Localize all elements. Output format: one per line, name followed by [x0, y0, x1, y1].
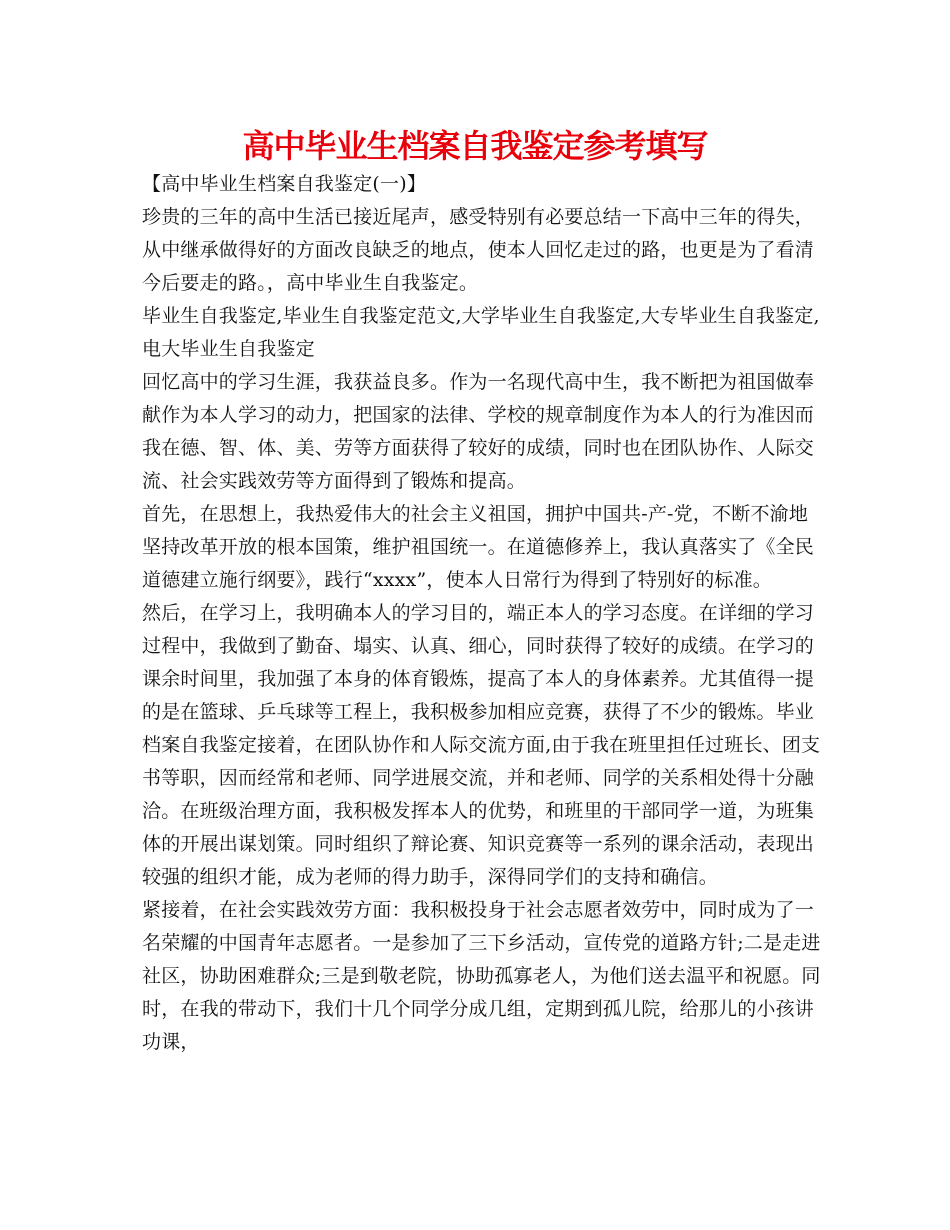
- paragraph: 回忆高中的学习生涯，我获益良多。作为一名现代高中生，我不断把为祖国做奉献作为本人学习的动力，把国家的法律、学校的规章制度作为本人的行为准因而我在德、智、体、美、劳等方面获得了较好的成绩，同时也在团队协作、人际交流、社会实践效劳等方面得到了锻炼和提高。: [142, 371, 815, 492]
- document-title: 高中毕业生档案自我鉴定参考填写: [242, 127, 708, 165]
- paragraph: 毕业生自我鉴定,毕业生自我鉴定范文,大学毕业生自我鉴定,大专毕业生自我鉴定,电大毕业生自我鉴定: [142, 305, 820, 360]
- paragraph: 首先，在思想上，我热爱伟大的社会主义祖国，拥护中国共-产-党，不断不渝地坚持改革开放的根本国策，维护祖国统一。在道德修养上，我认真落实了《全民道德建立施行纲要》，践行“xxxx”，使本人日常行为得到了特别好的标准。: [142, 503, 815, 591]
- paragraph: 然后，在学习上，我明确本人的学习目的，端正本人的学习态度。在详细的学习过程中，我做到了勤奋、塌实、认真、细心，同时获得了较好的成绩。在学习的课余时间里，我加强了本身的体育锻炼，提高了本人的身体素养。尤其值得一提的是在篮球、乒乓球等工程上，我积极参加相应竞赛，获得了不少的锻炼。毕业档案自我鉴定接着，在团队协作和人际交流方面,由于我在班里担任过班长、团支书等职，因而经常和老师、同学进展交流，并和老师、同学的关系相处得十分融洽。在班级治理方面，我积极发挥本人的优势，和班里的干部同学一道，为班集体的开展出谋划策。同时组织了辩论赛、知识竞赛等一系列的课余活动，表现出较强的组织才能，成为老师的得力助手，深得同学们的支持和确信。: [142, 602, 821, 888]
- document-body: [142, 168, 822, 1059]
- document-subtitle: 【高中毕业生档案自我鉴定(一)】: [142, 173, 427, 195]
- paragraph: 珍贵的三年的高中生活已接近尾声，感受特别有必要总结一下高中三年的得失，从中继承做得好的方面改良缺乏的地点，使本人回忆走过的路，也更是为了看清今后要走的路。，高中毕业生自我鉴定。: [142, 206, 815, 294]
- paragraph: 紧接着，在社会实践效劳方面：我积极投身于社会志愿者效劳中，同时成为了一名荣耀的中国青年志愿者。一是参加了三下乡活动，宣传党的道路方针;二是走进社区，协助困难群众;三是到敬老院，协助孤寡老人，为他们送去温平和祝愿。同时，在我的带动下，我们十几个同学分成几组，定期到孤儿院，给那儿的小孩讲功课，: [142, 899, 821, 1053]
